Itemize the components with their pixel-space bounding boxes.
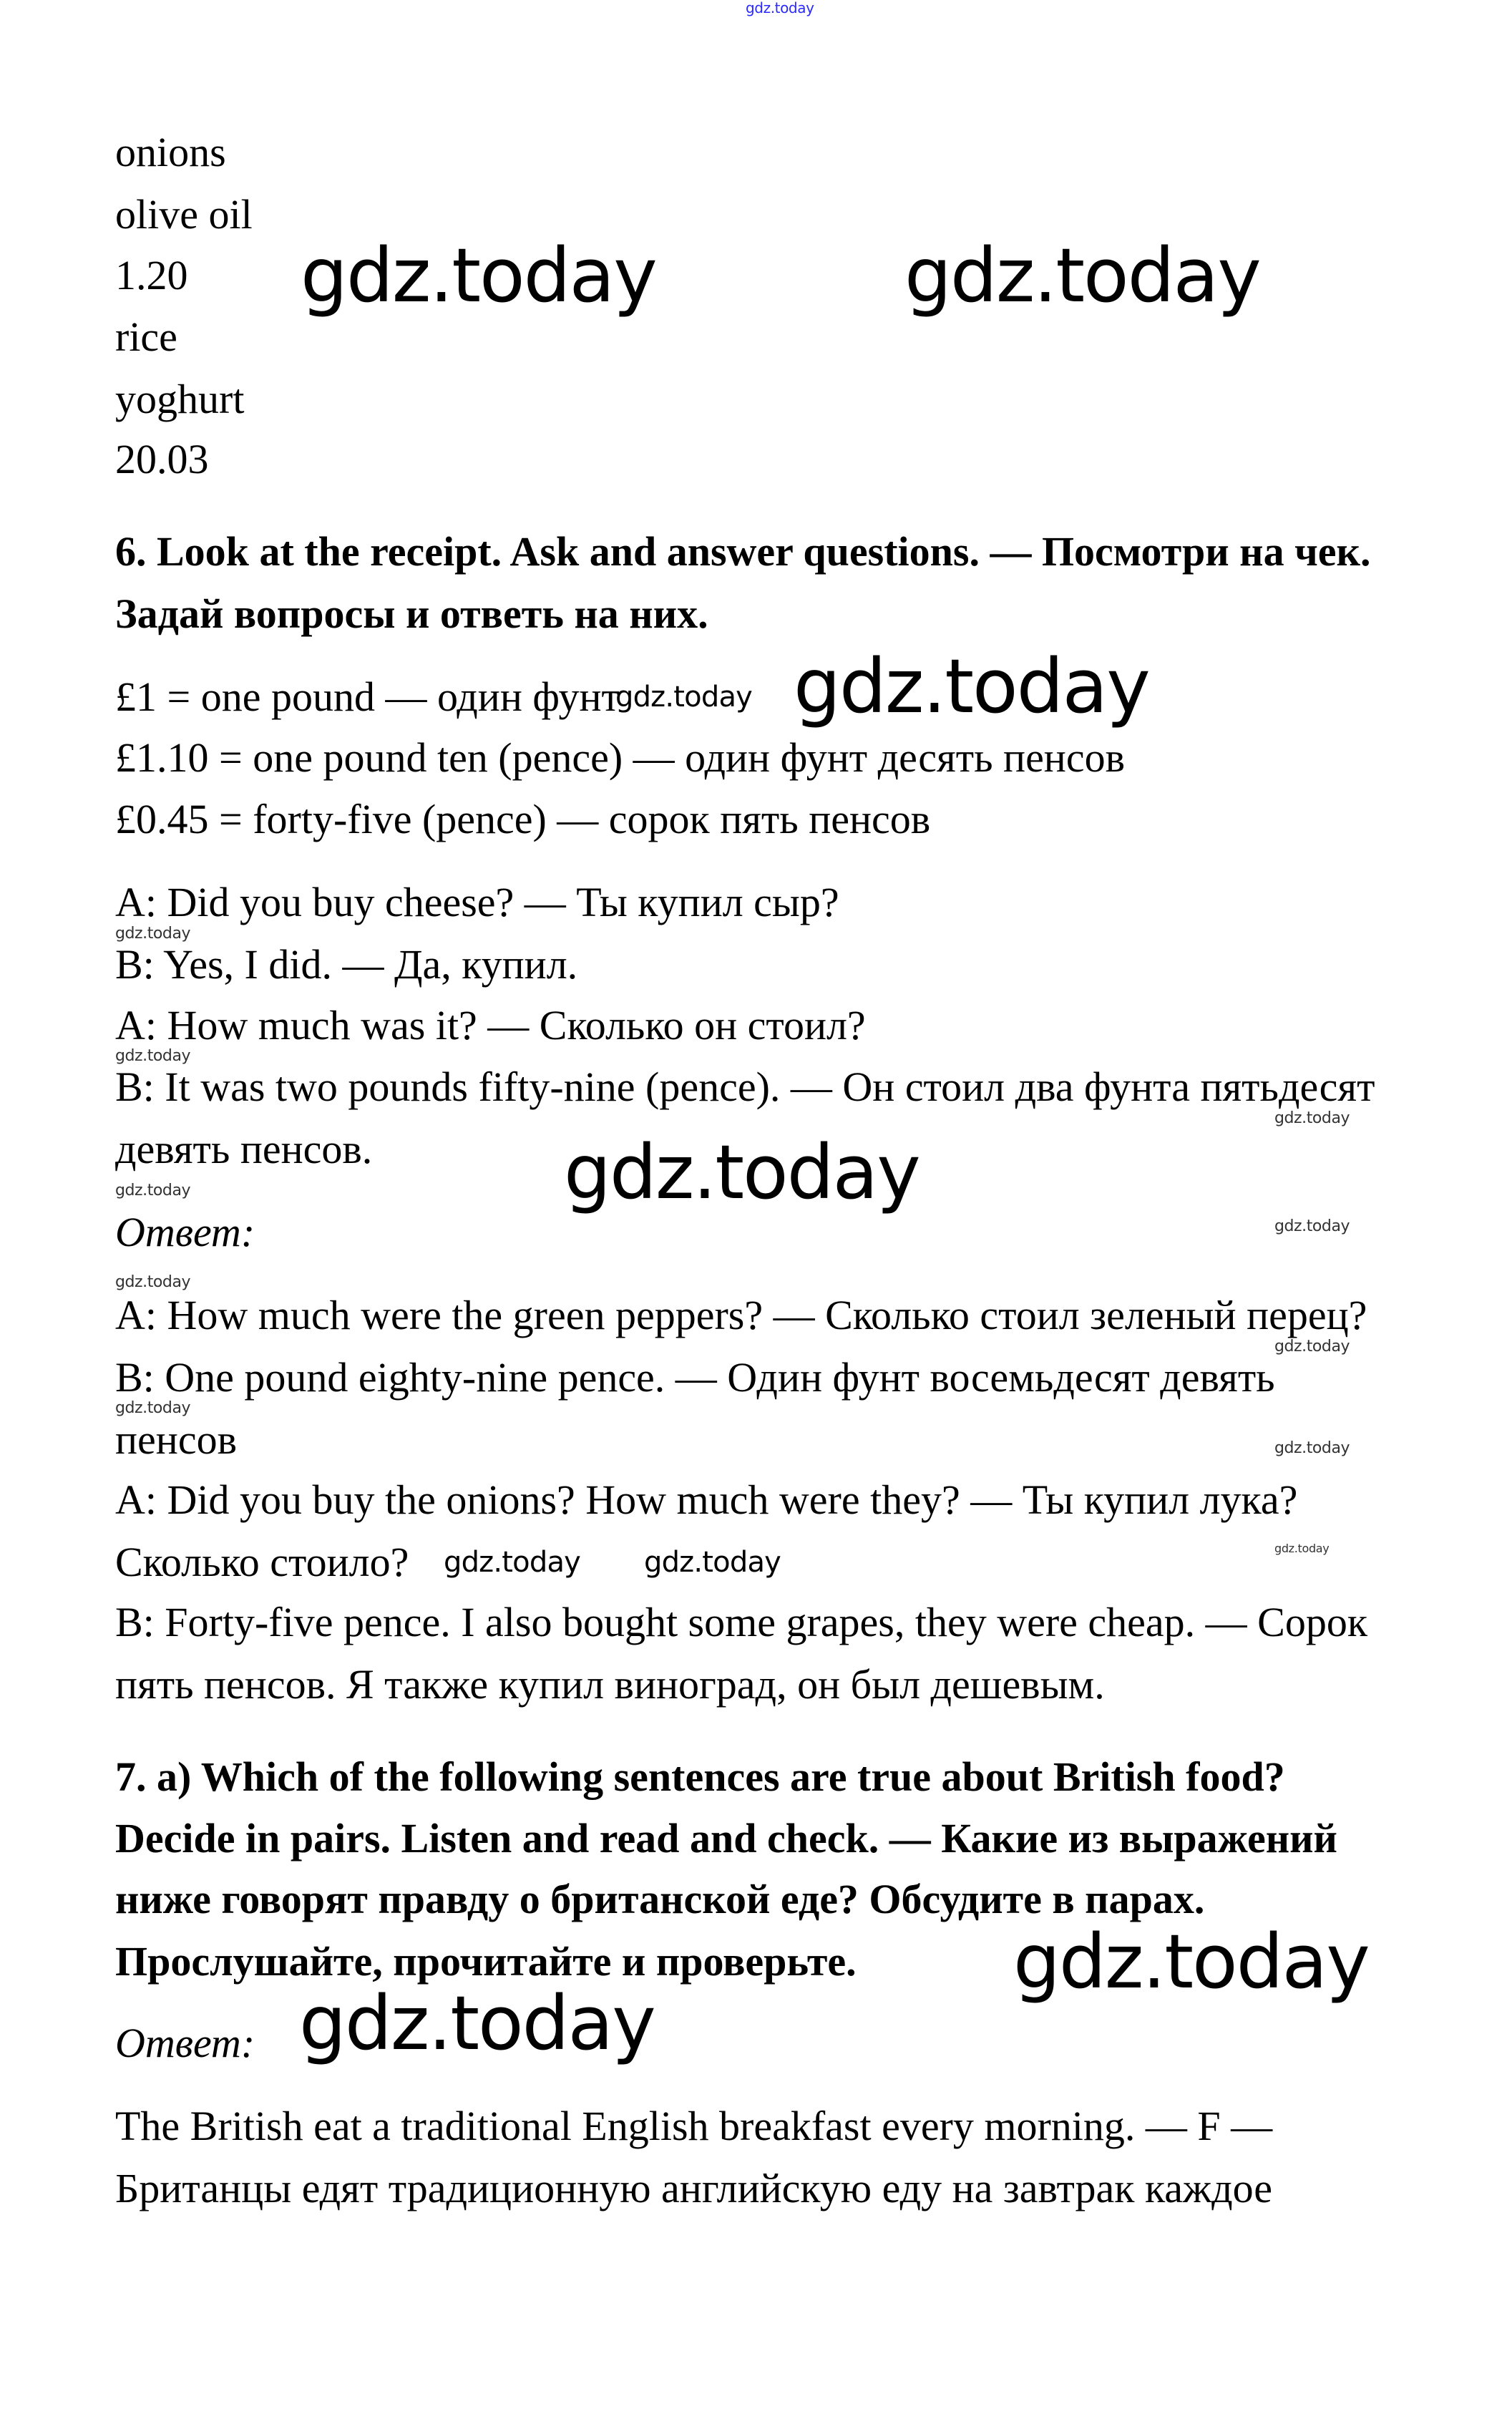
text-line: пенсов [115, 1416, 237, 1463]
text-line: B: One pound eighty-nine pence. — Один фунт восемьдесят девять [115, 1353, 1275, 1401]
text-line: девять пенсов. [115, 1125, 373, 1172]
text-line: onions [115, 129, 226, 176]
answer-label: Ответ: [115, 1209, 255, 1256]
watermark-text: gdz.today [1274, 1337, 1350, 1356]
exercise-heading-line: ниже говорят правду о британской еде? Обсудите в парах. [115, 1875, 1205, 1922]
text-line: B: Forty-five pence. I also bought some grapes, they were cheap. — Сорок [115, 1599, 1367, 1646]
exercise-heading-line: Прослушайте, прочитайте и проверьте. [115, 1937, 857, 1985]
exercise-heading-line: Decide in pairs. Listen and read and check. — Какие из выражений [115, 1815, 1337, 1862]
watermark-text: gdz.today [444, 1545, 581, 1579]
watermark-text: gdz.today [1274, 1439, 1350, 1458]
text-line: 1.20 [115, 251, 188, 298]
watermark-text: gdz.today [115, 1046, 191, 1065]
watermark-text: gdz.today [299, 1980, 655, 2068]
text-line: £1.10 = one pound ten (pence) — один фунт десять пенсов [115, 734, 1125, 781]
text-line: пять пенсов. Я также купил виноград, он был дешевым. [115, 1660, 1105, 1708]
watermark-text: gdz.today [1274, 1541, 1330, 1555]
text-line: The British eat a traditional English breakfast every morning. — F — [115, 2102, 1273, 2149]
text-line: rice [115, 313, 177, 361]
text-line: A: Did you buy cheese? — Ты купил сыр? [115, 879, 839, 926]
answer-label: Ответ: [115, 2019, 255, 2066]
watermark-text: gdz.today [564, 1128, 920, 1216]
watermark-text: gdz.today [615, 681, 753, 714]
watermark-text: gdz.today [1274, 1217, 1350, 1235]
text-line: 20.03 [115, 436, 209, 483]
text-line: B: It was two pounds fifty-nine (pence). — Он стоил два фунта пятьдесят [115, 1064, 1375, 1111]
text-line: olive oil [115, 191, 253, 238]
exercise-heading-line: 6. Look at the receipt. Ask and answer questions. — Посмотри на чек. [115, 528, 1371, 575]
watermark-text: gdz.today [904, 231, 1260, 319]
watermark-text: gdz.today [115, 1181, 191, 1199]
text-line: Сколько стоило? [115, 1538, 409, 1585]
text-line: Британцы едят традиционную английскую еду на завтрак каждое [115, 2164, 1273, 2211]
watermark-text: gdz.today [1274, 1109, 1350, 1127]
text-line: A: Did you buy the onions? How much were they? — Ты купил лука? [115, 1476, 1298, 1524]
exercise-heading-line: Задай вопросы и ответь на них. [115, 590, 708, 637]
text-line: yoghurt [115, 375, 245, 422]
text-line: A: How much was it? — Сколько он стоил? [115, 1001, 866, 1048]
watermark-text: gdz.today [1013, 1917, 1369, 2005]
text-line: £0.45 = forty-five (pence) — сорок пять пенсов [115, 796, 931, 843]
watermark-text: gdz.today [644, 1545, 781, 1579]
watermark-text: gdz.today [115, 924, 191, 943]
text-line: B: Yes, I did. — Да, купил. [115, 941, 578, 988]
watermark-text: gdz.today [746, 0, 814, 16]
watermark-text: gdz.today [301, 231, 656, 319]
watermark-text: gdz.today [115, 1399, 191, 1418]
text-line: A: How much were the green peppers? — Сколько стоил зеленый перец? [115, 1292, 1367, 1339]
watermark-text: gdz.today [115, 1272, 191, 1291]
watermark-text: gdz.today [794, 643, 1149, 731]
text-line: £1 = one pound — один фунт [115, 673, 620, 721]
exercise-heading-line: 7. a) Which of the following sentences are true about British food? [115, 1753, 1285, 1800]
